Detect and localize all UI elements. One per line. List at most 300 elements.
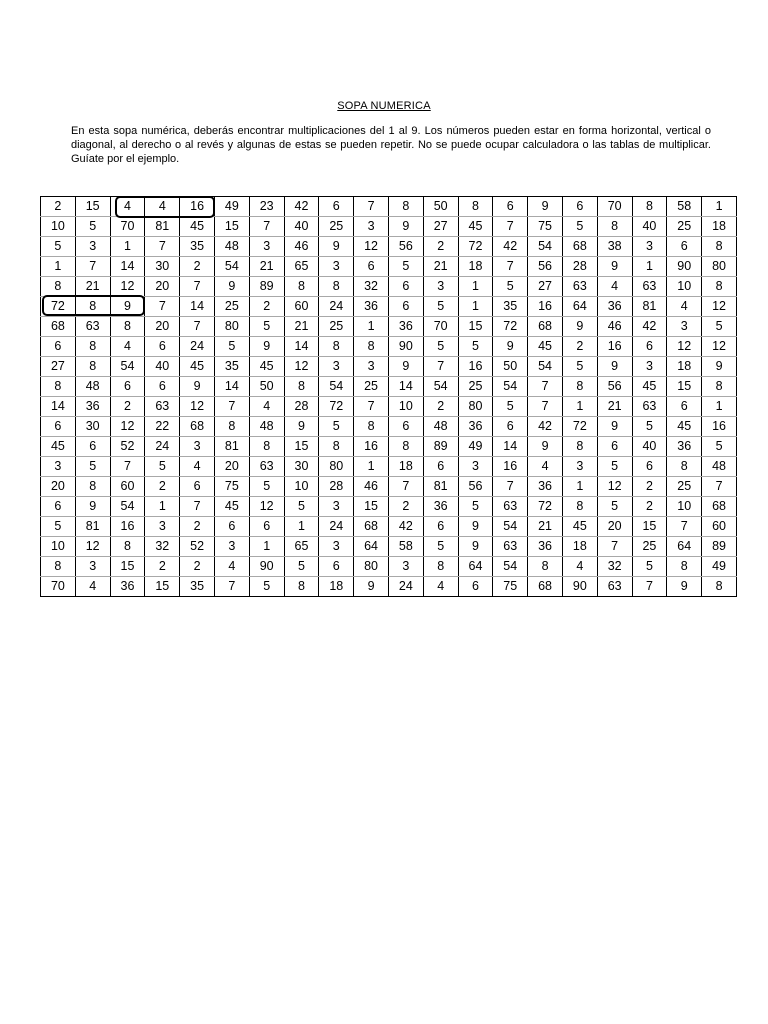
grid-cell: 3 <box>145 517 180 537</box>
grid-cell: 9 <box>214 277 249 297</box>
grid-cell: 1 <box>702 397 737 417</box>
grid-cell: 36 <box>354 297 389 317</box>
grid-cell: 7 <box>180 497 215 517</box>
grid-row <box>41 257 737 277</box>
grid-cell: 58 <box>388 537 423 557</box>
grid-cell: 10 <box>284 477 319 497</box>
grid-cell: 6 <box>597 437 632 457</box>
grid-cell: 63 <box>562 277 597 297</box>
grid-cell: 7 <box>528 377 563 397</box>
grid-cell: 49 <box>214 197 249 217</box>
grid-cell: 6 <box>388 297 423 317</box>
grid-cell: 90 <box>667 257 702 277</box>
grid-cell: 7 <box>110 457 145 477</box>
grid-cell: 16 <box>110 517 145 537</box>
grid-cell: 8 <box>562 497 597 517</box>
grid-cell: 68 <box>528 577 563 597</box>
grid-cell: 8 <box>319 337 354 357</box>
grid-cell: 10 <box>667 497 702 517</box>
grid-cell: 75 <box>528 217 563 237</box>
grid-cell: 7 <box>528 397 563 417</box>
grid-row <box>41 357 737 377</box>
grid-cell: 45 <box>249 357 284 377</box>
grid-cell: 63 <box>632 397 667 417</box>
grid-cell: 3 <box>354 217 389 237</box>
grid-cell: 7 <box>214 397 249 417</box>
grid-cell: 9 <box>528 437 563 457</box>
grid-cell: 72 <box>562 417 597 437</box>
grid-cell: 5 <box>145 457 180 477</box>
grid-cell: 8 <box>75 477 110 497</box>
grid-cell: 81 <box>214 437 249 457</box>
grid-cell: 3 <box>319 257 354 277</box>
grid-cell: 4 <box>110 197 145 217</box>
grid-cell: 8 <box>284 577 319 597</box>
grid-cell: 8 <box>667 457 702 477</box>
grid-cell: 30 <box>284 457 319 477</box>
grid-cell: 20 <box>145 317 180 337</box>
grid-cell: 25 <box>319 217 354 237</box>
grid-cell: 12 <box>284 357 319 377</box>
grid-cell: 9 <box>319 237 354 257</box>
grid-cell: 49 <box>458 437 493 457</box>
grid-cell: 2 <box>180 517 215 537</box>
grid-cell: 9 <box>597 257 632 277</box>
grid-cell: 40 <box>145 357 180 377</box>
grid-cell: 8 <box>423 557 458 577</box>
grid-cell: 1 <box>284 517 319 537</box>
grid-cell: 40 <box>284 217 319 237</box>
grid-cell: 8 <box>562 437 597 457</box>
grid-cell: 54 <box>110 497 145 517</box>
grid-cell: 6 <box>388 417 423 437</box>
grid-cell: 60 <box>110 477 145 497</box>
grid-cell: 1 <box>110 237 145 257</box>
grid-cell: 4 <box>528 457 563 477</box>
grid-cell: 48 <box>214 237 249 257</box>
grid-cell: 3 <box>423 277 458 297</box>
grid-cell: 12 <box>667 337 702 357</box>
grid-cell: 8 <box>41 377 76 397</box>
grid-cell: 56 <box>388 237 423 257</box>
grid-cell: 5 <box>41 517 76 537</box>
grid-cell: 15 <box>75 197 110 217</box>
grid-cell: 14 <box>493 437 528 457</box>
grid-cell: 6 <box>319 197 354 217</box>
grid-cell: 9 <box>493 337 528 357</box>
grid-row <box>41 297 737 317</box>
grid-cell: 9 <box>562 317 597 337</box>
grid-cell: 6 <box>319 557 354 577</box>
grid-cell: 20 <box>597 517 632 537</box>
grid-cell: 36 <box>597 297 632 317</box>
grid-cell: 63 <box>632 277 667 297</box>
grid-cell: 56 <box>528 257 563 277</box>
grid-cell: 64 <box>562 297 597 317</box>
grid-cell: 18 <box>388 457 423 477</box>
grid-cell: 8 <box>388 437 423 457</box>
grid-cell: 63 <box>493 497 528 517</box>
grid-cell: 8 <box>388 197 423 217</box>
grid-cell: 70 <box>597 197 632 217</box>
grid-cell: 18 <box>702 217 737 237</box>
grid-cell: 3 <box>249 237 284 257</box>
grid-cell: 90 <box>562 577 597 597</box>
grid-cell: 2 <box>41 197 76 217</box>
grid-cell: 8 <box>702 277 737 297</box>
grid-cell: 30 <box>75 417 110 437</box>
grid-cell: 6 <box>493 417 528 437</box>
grid-cell: 40 <box>632 217 667 237</box>
grid-cell: 35 <box>180 237 215 257</box>
grid-cell: 6 <box>632 337 667 357</box>
grid-cell: 3 <box>354 357 389 377</box>
grid-cell: 5 <box>388 257 423 277</box>
grid-cell: 5 <box>597 457 632 477</box>
grid-row <box>41 377 737 397</box>
grid-cell: 6 <box>562 197 597 217</box>
grid-cell: 36 <box>458 417 493 437</box>
grid-cell: 8 <box>562 377 597 397</box>
grid-cell: 9 <box>597 417 632 437</box>
grid-cell: 68 <box>41 317 76 337</box>
grid-cell: 64 <box>354 537 389 557</box>
grid-cell: 8 <box>354 417 389 437</box>
grid-cell: 3 <box>458 457 493 477</box>
grid-cell: 8 <box>597 217 632 237</box>
grid-cell: 2 <box>180 557 215 577</box>
grid-cell: 7 <box>214 577 249 597</box>
grid-cell: 12 <box>180 397 215 417</box>
grid-cell: 15 <box>145 577 180 597</box>
grid-cell: 8 <box>667 557 702 577</box>
grid-cell: 9 <box>597 357 632 377</box>
grid-cell: 42 <box>388 517 423 537</box>
grid-cell: 48 <box>249 417 284 437</box>
grid-cell: 8 <box>75 337 110 357</box>
grid-cell: 14 <box>110 257 145 277</box>
grid-cell: 2 <box>388 497 423 517</box>
grid-cell: 5 <box>249 317 284 337</box>
grid-cell: 7 <box>75 257 110 277</box>
grid-cell: 49 <box>702 557 737 577</box>
grid-cell: 38 <box>597 237 632 257</box>
grid-cell: 42 <box>284 197 319 217</box>
grid-cell: 5 <box>702 437 737 457</box>
grid-cell: 42 <box>493 237 528 257</box>
grid-cell: 6 <box>493 197 528 217</box>
grid-cell: 70 <box>41 577 76 597</box>
grid-cell: 25 <box>319 317 354 337</box>
grid-cell: 5 <box>41 237 76 257</box>
grid-cell: 1 <box>145 497 180 517</box>
grid-cell: 7 <box>388 477 423 497</box>
grid-cell: 10 <box>388 397 423 417</box>
grid-cell: 2 <box>180 257 215 277</box>
grid-cell: 90 <box>249 557 284 577</box>
grid-cell: 8 <box>354 337 389 357</box>
grid-cell: 21 <box>528 517 563 537</box>
grid-cell: 5 <box>458 337 493 357</box>
grid-cell: 81 <box>75 517 110 537</box>
grid-cell: 14 <box>214 377 249 397</box>
grid-cell: 65 <box>284 257 319 277</box>
grid-cell: 1 <box>632 257 667 277</box>
grid-row <box>41 417 737 437</box>
grid-cell: 8 <box>319 437 354 457</box>
grid-cell: 5 <box>562 357 597 377</box>
grid-row <box>41 557 737 577</box>
grid-cell: 45 <box>667 417 702 437</box>
grid-cell: 3 <box>319 357 354 377</box>
grid-cell: 81 <box>423 477 458 497</box>
grid-cell: 68 <box>562 237 597 257</box>
grid-cell: 8 <box>75 357 110 377</box>
grid-row <box>41 497 737 517</box>
grid-cell: 7 <box>667 517 702 537</box>
grid-cell: 8 <box>75 297 110 317</box>
number-search-grid <box>40 196 737 597</box>
grid-cell: 25 <box>632 537 667 557</box>
grid-cell: 6 <box>214 517 249 537</box>
grid-cell: 7 <box>180 317 215 337</box>
grid-cell: 54 <box>319 377 354 397</box>
grid-cell: 20 <box>214 457 249 477</box>
grid-cell: 80 <box>458 397 493 417</box>
grid-cell: 9 <box>284 417 319 437</box>
grid-cell: 50 <box>249 377 284 397</box>
grid-cell: 54 <box>528 357 563 377</box>
grid-cell: 5 <box>214 337 249 357</box>
grid-cell: 2 <box>249 297 284 317</box>
grid-cell: 6 <box>249 517 284 537</box>
grid-cell: 9 <box>388 357 423 377</box>
grid-cell: 5 <box>284 557 319 577</box>
grid-cell: 5 <box>319 417 354 437</box>
grid-cell: 7 <box>493 257 528 277</box>
grid-cell: 5 <box>632 417 667 437</box>
grid-cell: 14 <box>284 337 319 357</box>
grid-cell: 27 <box>41 357 76 377</box>
grid-cell: 16 <box>458 357 493 377</box>
grid-cell: 5 <box>493 277 528 297</box>
grid-cell: 8 <box>702 577 737 597</box>
grid-cell: 4 <box>667 297 702 317</box>
grid-cell: 70 <box>423 317 458 337</box>
grid-cell: 20 <box>145 277 180 297</box>
grid-cell: 5 <box>423 337 458 357</box>
grid-cell: 1 <box>354 457 389 477</box>
grid-cell: 64 <box>667 537 702 557</box>
grid-cell: 4 <box>214 557 249 577</box>
grid-cell: 5 <box>284 497 319 517</box>
grid-cell: 14 <box>41 397 76 417</box>
grid-cell: 5 <box>458 497 493 517</box>
grid-cell: 63 <box>493 537 528 557</box>
grid-cell: 25 <box>214 297 249 317</box>
grid-cell: 1 <box>702 197 737 217</box>
grid-cell: 7 <box>493 217 528 237</box>
grid-cell: 54 <box>528 237 563 257</box>
grid-cell: 18 <box>458 257 493 277</box>
grid-cell: 5 <box>249 577 284 597</box>
grid-cell: 7 <box>423 357 458 377</box>
grid-cell: 8 <box>110 317 145 337</box>
grid-cell: 7 <box>632 577 667 597</box>
grid-cell: 81 <box>145 217 180 237</box>
grid-cell: 24 <box>145 437 180 457</box>
grid-cell: 72 <box>493 317 528 337</box>
grid-cell: 8 <box>319 277 354 297</box>
grid-cell: 3 <box>41 457 76 477</box>
grid-row <box>41 457 737 477</box>
grid-row <box>41 517 737 537</box>
grid-cell: 12 <box>110 277 145 297</box>
grid-cell: 6 <box>145 377 180 397</box>
grid-cell: 3 <box>667 317 702 337</box>
grid-cell: 8 <box>110 537 145 557</box>
grid-cell: 25 <box>354 377 389 397</box>
grid-cell: 5 <box>75 217 110 237</box>
grid-cell: 15 <box>632 517 667 537</box>
grid-cell: 45 <box>180 217 215 237</box>
grid-cell: 16 <box>528 297 563 317</box>
grid-cell: 36 <box>75 397 110 417</box>
grid-cell: 9 <box>180 377 215 397</box>
grid-cell: 3 <box>319 497 354 517</box>
grid-cell: 12 <box>702 297 737 317</box>
grid-cell: 80 <box>702 257 737 277</box>
grid-cell: 45 <box>528 337 563 357</box>
grid-cell: 3 <box>75 237 110 257</box>
grid-cell: 9 <box>667 577 702 597</box>
grid-cell: 63 <box>597 577 632 597</box>
grid-cell: 42 <box>632 317 667 337</box>
grid-cell: 4 <box>562 557 597 577</box>
grid-cell: 4 <box>597 277 632 297</box>
grid-cell: 48 <box>702 457 737 477</box>
grid-cell: 7 <box>354 197 389 217</box>
grid-row <box>41 197 737 217</box>
grid-cell: 28 <box>284 397 319 417</box>
grid-cell: 9 <box>458 537 493 557</box>
grid-cell: 2 <box>632 497 667 517</box>
grid-row <box>41 477 737 497</box>
grid-cell: 35 <box>493 297 528 317</box>
grid-cell: 90 <box>388 337 423 357</box>
grid-cell: 80 <box>214 317 249 337</box>
grid-cell: 2 <box>145 557 180 577</box>
grid-cell: 36 <box>528 477 563 497</box>
grid-cell: 36 <box>528 537 563 557</box>
grid-cell: 50 <box>493 357 528 377</box>
grid-cell: 4 <box>110 337 145 357</box>
grid-cell: 12 <box>702 337 737 357</box>
grid-cell: 8 <box>458 197 493 217</box>
grid-cell: 4 <box>145 197 180 217</box>
grid-cell: 89 <box>702 537 737 557</box>
grid-cell: 42 <box>528 417 563 437</box>
grid-cell: 35 <box>180 577 215 597</box>
grid-cell: 9 <box>388 217 423 237</box>
grid-cell: 18 <box>562 537 597 557</box>
grid-cell: 1 <box>458 277 493 297</box>
grid-cell: 16 <box>702 417 737 437</box>
grid-cell: 2 <box>145 477 180 497</box>
grid-cell: 9 <box>702 357 737 377</box>
grid-cell: 12 <box>75 537 110 557</box>
grid-cell: 1 <box>458 297 493 317</box>
grid-cell: 89 <box>423 437 458 457</box>
number-search-grid-container <box>40 196 737 593</box>
grid-cell: 21 <box>75 277 110 297</box>
grid-cell: 6 <box>41 497 76 517</box>
grid-cell: 8 <box>41 557 76 577</box>
grid-cell: 21 <box>423 257 458 277</box>
grid-cell: 15 <box>214 217 249 237</box>
grid-cell: 36 <box>667 437 702 457</box>
grid-cell: 12 <box>110 417 145 437</box>
grid-cell: 30 <box>145 257 180 277</box>
grid-cell: 48 <box>423 417 458 437</box>
grid-cell: 63 <box>75 317 110 337</box>
grid-cell: 68 <box>354 517 389 537</box>
grid-cell: 8 <box>41 277 76 297</box>
grid-cell: 45 <box>632 377 667 397</box>
grid-cell: 8 <box>528 557 563 577</box>
grid-cell: 80 <box>354 557 389 577</box>
grid-cell: 9 <box>75 497 110 517</box>
grid-cell: 58 <box>667 197 702 217</box>
grid-cell: 68 <box>702 497 737 517</box>
grid-cell: 4 <box>180 457 215 477</box>
grid-cell: 1 <box>249 537 284 557</box>
grid-cell: 64 <box>458 557 493 577</box>
grid-row <box>41 237 737 257</box>
grid-cell: 54 <box>214 257 249 277</box>
grid-cell: 6 <box>75 437 110 457</box>
grid-cell: 1 <box>562 477 597 497</box>
grid-cell: 20 <box>41 477 76 497</box>
grid-cell: 72 <box>528 497 563 517</box>
grid-cell: 60 <box>284 297 319 317</box>
grid-cell: 9 <box>458 517 493 537</box>
grid-cell: 8 <box>632 197 667 217</box>
grid-cell: 10 <box>667 277 702 297</box>
grid-cell: 6 <box>632 457 667 477</box>
grid-cell: 9 <box>354 577 389 597</box>
grid-cell: 10 <box>41 537 76 557</box>
grid-cell: 1 <box>354 317 389 337</box>
grid-cell: 7 <box>702 477 737 497</box>
grid-cell: 15 <box>667 377 702 397</box>
grid-cell: 54 <box>493 557 528 577</box>
grid-cell: 18 <box>319 577 354 597</box>
grid-cell: 6 <box>458 577 493 597</box>
grid-cell: 16 <box>180 197 215 217</box>
grid-cell: 7 <box>493 477 528 497</box>
grid-cell: 28 <box>319 477 354 497</box>
grid-cell: 32 <box>597 557 632 577</box>
grid-cell: 25 <box>458 377 493 397</box>
grid-cell: 7 <box>180 277 215 297</box>
grid-cell: 16 <box>354 437 389 457</box>
grid-cell: 7 <box>249 217 284 237</box>
grid-cell: 12 <box>249 497 284 517</box>
grid-cell: 6 <box>423 517 458 537</box>
grid-cell: 45 <box>41 437 76 457</box>
grid-cell: 45 <box>562 517 597 537</box>
